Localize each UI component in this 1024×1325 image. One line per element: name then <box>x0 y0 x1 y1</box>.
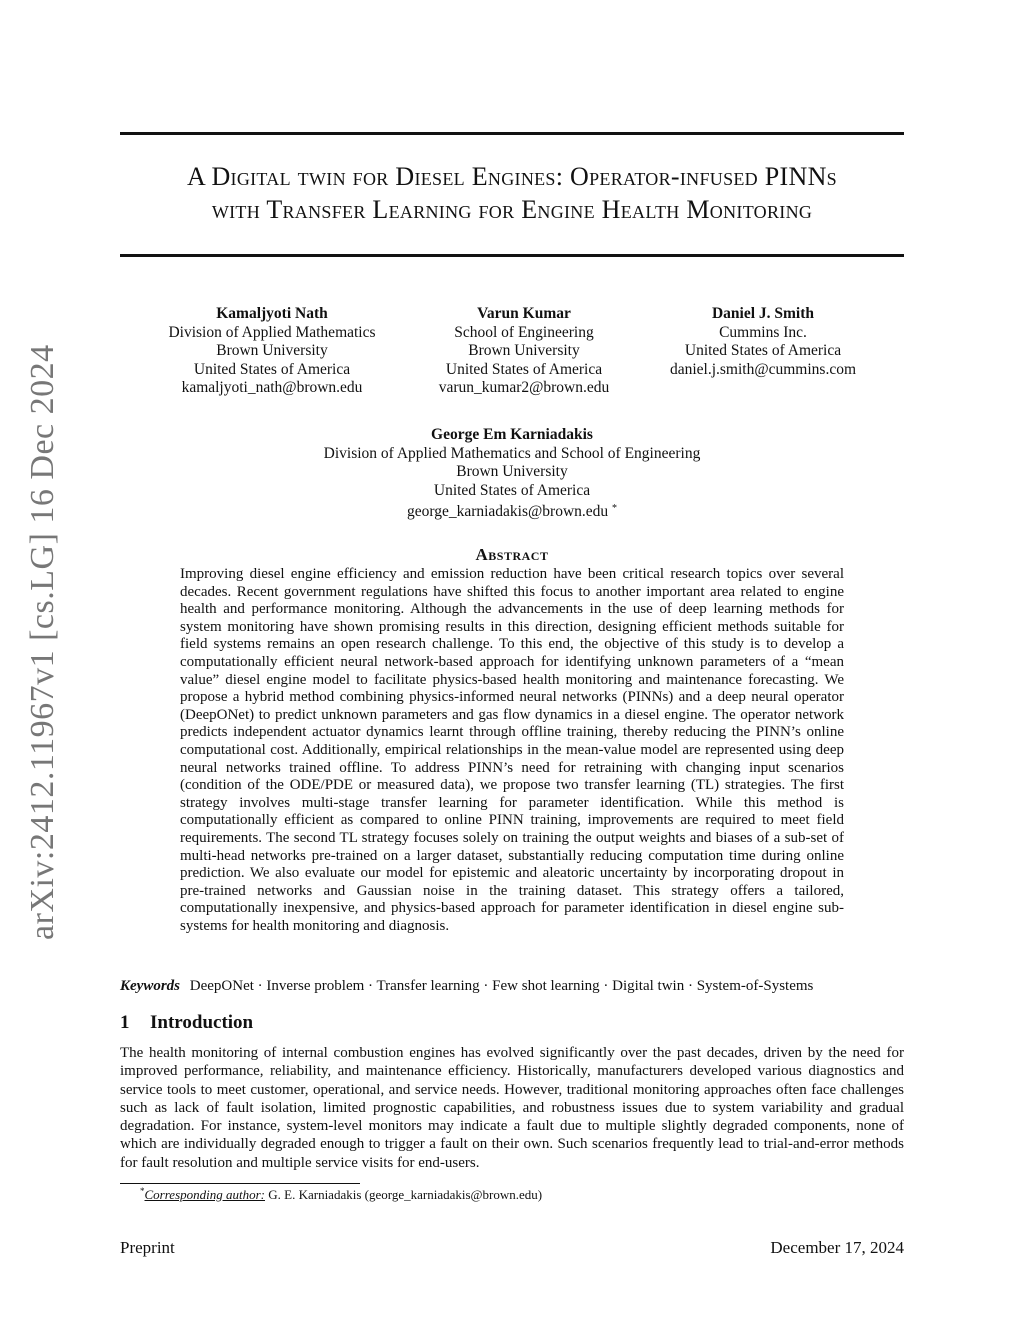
author-affiliation: Division of Applied Mathematics <box>168 323 376 341</box>
footer-date: December 17, 2024 <box>770 1238 904 1257</box>
author-affiliation: United States of America <box>433 481 591 499</box>
author-block <box>260 426 764 522</box>
keywords-list: DeepONet · Inverse problem · Transfer learning · Few shot learning · Digital twin · System-of-Systems <box>189 978 814 994</box>
author-name: Varun Kumar <box>477 305 571 322</box>
author-affiliation: Brown University <box>468 342 580 359</box>
author-email <box>260 500 764 522</box>
author-affiliation: Cummins Inc. <box>719 323 807 341</box>
paper-title <box>120 160 904 226</box>
footnote-label: Corresponding author: <box>144 1187 265 1202</box>
title-rule-top <box>120 132 904 135</box>
author-name: Daniel J. Smith <box>711 305 815 322</box>
section-title: Introduction <box>150 1012 254 1033</box>
author-affiliation: United States of America <box>684 342 842 359</box>
footnote-marker: * <box>612 503 618 514</box>
author-affiliation: School of Engineering <box>454 323 594 341</box>
paper-title-line-1: A Digital twin for Diesel Engines: Operator-infused PINNs <box>187 162 837 191</box>
footer-preprint: Preprint <box>120 1238 175 1257</box>
abstract-text: Improving diesel engine efficiency and emission reduction have been critical research topics over several decades. Recent government regulations have shifted this focus to another important area related to engine health and performance monitoring. Although the advancements in the use of deep learning methods for system monitoring have shown promising results in this direction, designing efficient methods suitable for field systems remains an open research challenge. To this end, the objective of this study is to develop a computationally efficient neural network-based approach for identifying unknown parameters of a “mean value” diesel engine model to facilitate physics-based health monitoring and maintenance forecasting. We propose a hybrid method combining physics-informed neural networks (PINNs) and a deep neural operator (DeepONet) to predict unknown parameters and gas flow dynamics in a diesel engine. The operator network predicts independent actuator dynamics learnt through offline training, thereby reducing the PINN’s online computational cost. Additionally, empirical relationships in the mean-value model are represented using deep neural networks trained offline. To address PINN’s need for retraining with changing input scenarios (condition of the ODE/PDE or measured data), we propose two transfer learning (TL) strategies. The first strategy involves multi-stage transfer learning for parameter identification. While this method is computationally efficient as compared to online PINN training, improvements are required to meet field requirements. The second TL strategy focuses solely on training the output weights and biases of a sub-set of multi-head networks pre-trained on a larger dataset, substantially reducing computation time during online prediction. We also evaluate our model for epistemic and aleatoric uncertainty by incorporating dropout in pre-trained networks and Gaussian noise in the training dataset. This strategy offers a tailored, computationally inexpensive, and physics-based approach for parameter identification in diesel engine sub-systems for health monitoring and diagnosis. <box>180 566 844 934</box>
author-affiliation: United States of America <box>193 360 351 378</box>
author-affiliation: Brown University <box>216 342 328 359</box>
author-email: kamaljyoti_nath@brown.edu <box>181 379 363 396</box>
author-affiliation: United States of America <box>445 360 603 378</box>
section-heading-introduction <box>120 1012 253 1034</box>
author-email: daniel.j.smith@cummins.com <box>669 360 857 378</box>
author-email-text: george_karniadakis@brown.edu <box>406 503 609 520</box>
keywords-label: Keywords <box>120 978 180 994</box>
footnote-mark: * <box>140 1186 145 1196</box>
author-affiliation: Brown University <box>456 463 568 480</box>
author-email: varun_kumar2@brown.edu <box>438 379 610 396</box>
author-affiliation: Division of Applied Mathematics and School of Engineering <box>323 444 701 462</box>
author-block <box>646 305 880 379</box>
section-number: 1 <box>120 1012 130 1033</box>
footnote-text: G. E. Karniadakis (george_karniadakis@brown.edu) <box>268 1187 543 1202</box>
footnote-rule <box>120 1183 360 1184</box>
author-name: Kamaljyoti Nath <box>216 305 328 322</box>
arxiv-stamp: arXiv:2412.11967v1 [cs.LG] 16 Dec 2024 <box>24 344 61 940</box>
footnote <box>140 1186 542 1203</box>
author-block <box>410 305 638 398</box>
author-block <box>140 305 404 398</box>
paper-title-line-2: with Transfer Learning for Engine Health Monitoring <box>211 195 813 224</box>
title-rule-bottom <box>120 254 904 257</box>
abstract-heading: Abstract <box>475 545 549 564</box>
author-name: George Em Karniadakis <box>431 426 593 443</box>
keywords <box>120 977 904 995</box>
introduction-paragraph: The health monitoring of internal combustion engines has evolved significantly over the past decades, driven by the need for improved performance, reliability, and maintenance efficiency. Historically, manufacturers developed various diagnostics and service tools to meet customer, operational, and service needs. However, traditional monitoring approaches often face challenges such as lack of fault isolation, limited prognostic capabilities, and robustness issues due to system variability and gradual degradation. For instance, system-level monitors may indicate a fault due to multiple slightly degraded components, none of which are individually degraded enough to trigger a fault on their own. Such scenarios frequently lead to trial-and-error methods for fault resolution and multiple service visits for end-users. <box>120 1045 904 1171</box>
